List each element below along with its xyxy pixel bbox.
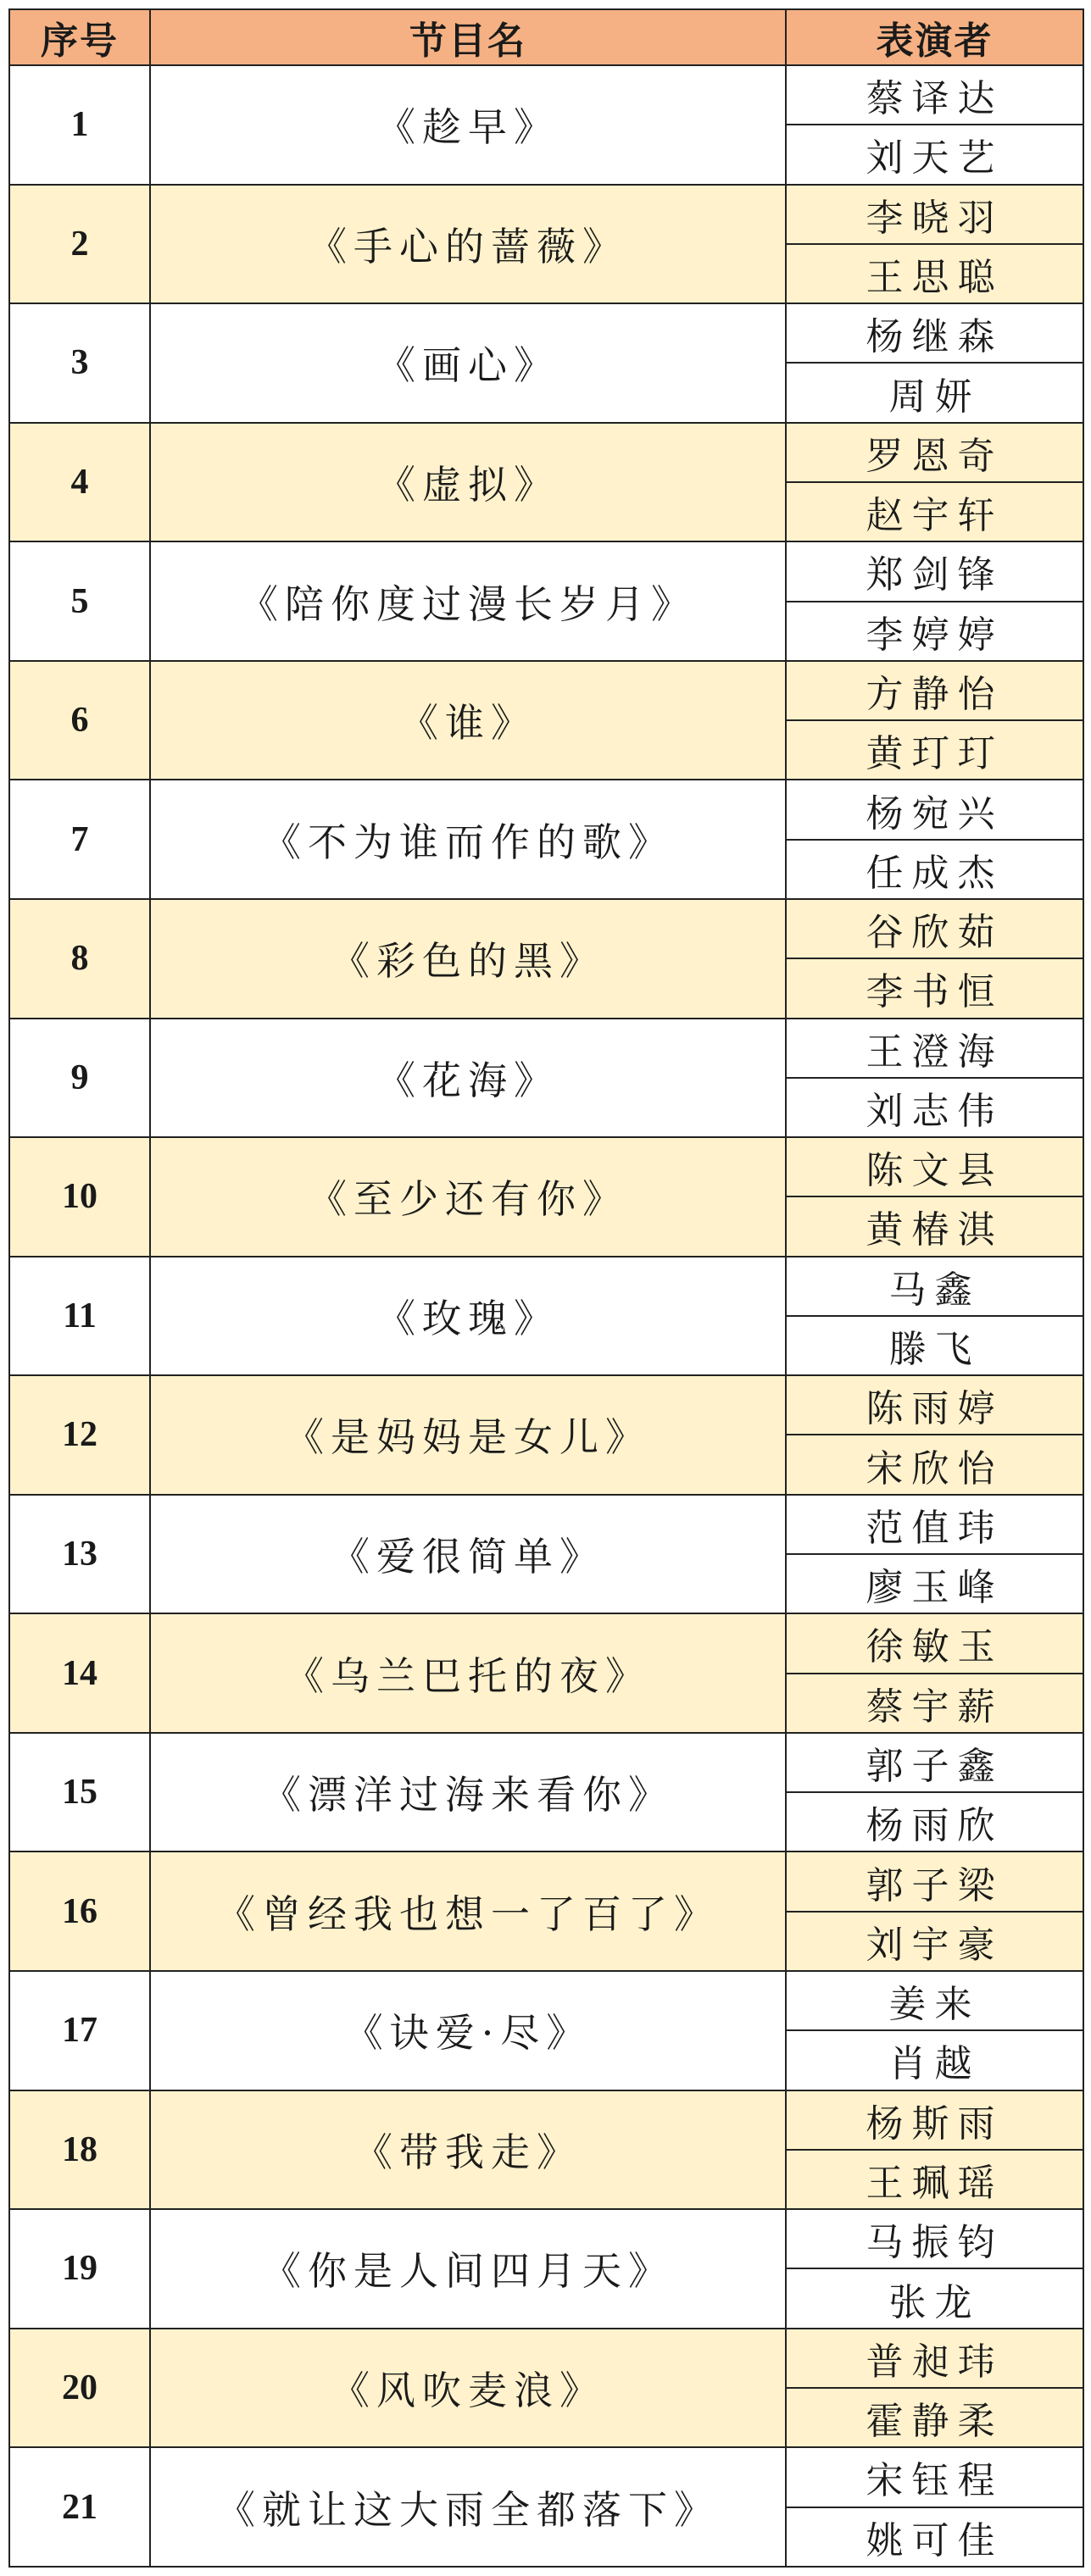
program-title: 《玫瑰》: [150, 1257, 786, 1376]
program-title: 《曾经我也想一了百了》: [150, 1852, 786, 1971]
performer-name: 周妍: [786, 363, 1083, 422]
performer-name: 张龙: [786, 2268, 1083, 2328]
program-number: 15: [9, 1733, 150, 1852]
program-number: 5: [9, 541, 150, 661]
program-row: [9, 541, 1083, 601]
program-row: [9, 2329, 1083, 2388]
program-title: 《至少还有你》: [150, 1137, 786, 1257]
program-row: [9, 1137, 1083, 1196]
program-number: 2: [9, 185, 150, 304]
program-row: [9, 1257, 1083, 1316]
performer-name: 谷欣茹: [786, 899, 1083, 958]
performer-name: 陈雨婷: [786, 1375, 1083, 1435]
performer-name: 肖越: [786, 2030, 1083, 2090]
performer-name: 黄椿淇: [786, 1196, 1083, 1256]
program-row: [9, 1495, 1083, 1554]
program-number: 3: [9, 303, 150, 423]
program-title: 《趁早》: [150, 65, 786, 185]
performer-name: 郑剑锋: [786, 541, 1083, 601]
program-row: [9, 423, 1083, 482]
program-title: 《就让这大雨全都落下》: [150, 2447, 786, 2567]
program-row: [9, 2447, 1083, 2507]
program-number: 17: [9, 1971, 150, 2090]
performer-name: 宋钰程: [786, 2447, 1083, 2507]
program-title: 《花海》: [150, 1019, 786, 1138]
program-title: 《带我走》: [150, 2090, 786, 2210]
program-number: 21: [9, 2447, 150, 2567]
performer-name: 郭子梁: [786, 1852, 1083, 1911]
program-number: 19: [9, 2209, 150, 2329]
program-title: 《彩色的黑》: [150, 899, 786, 1019]
performer-name: 范值玮: [786, 1495, 1083, 1554]
header-row: [9, 9, 1083, 65]
program-title: 《不为谁而作的歌》: [150, 780, 786, 899]
performer-name: 杨宛兴: [786, 780, 1083, 839]
program-title: 《漂洋过海来看你》: [150, 1733, 786, 1852]
program-row: [9, 780, 1083, 839]
program-row: [9, 1733, 1083, 1792]
performer-name: 刘天艺: [786, 125, 1083, 184]
performer-name: 郭子鑫: [786, 1733, 1083, 1792]
performer-name: 蔡宇薪: [786, 1674, 1083, 1733]
header-performers: 表演者: [786, 9, 1083, 65]
performer-name: 姚可佳: [786, 2507, 1083, 2567]
program-row: [9, 1852, 1083, 1911]
program-title: 《风吹麦浪》: [150, 2329, 786, 2448]
performer-name: 廖玉峰: [786, 1554, 1083, 1613]
performer-name: 姜来: [786, 1971, 1083, 2030]
program-title: 《爱很简单》: [150, 1495, 786, 1614]
performer-name: 马振钧: [786, 2209, 1083, 2268]
performer-name: 杨斯雨: [786, 2090, 1083, 2150]
performer-name: 王思聪: [786, 244, 1083, 303]
performer-name: 杨雨欣: [786, 1792, 1083, 1852]
performer-name: 任成杰: [786, 840, 1083, 899]
program-row: [9, 661, 1083, 720]
program-number: 11: [9, 1257, 150, 1376]
program-title: 《乌兰巴托的夜》: [150, 1613, 786, 1733]
performer-name: 徐敏玉: [786, 1613, 1083, 1673]
program-title: 《虚拟》: [150, 423, 786, 542]
performer-name: 李晓羽: [786, 185, 1083, 244]
program-number: 1: [9, 65, 150, 185]
header-no: 序号: [9, 9, 150, 65]
header-title: 节目名: [150, 9, 786, 65]
performer-name: 刘宇豪: [786, 1912, 1083, 1971]
performer-name: 马鑫: [786, 1257, 1083, 1316]
program-row: [9, 2090, 1083, 2150]
program-number: 7: [9, 780, 150, 899]
performer-name: 罗恩奇: [786, 423, 1083, 482]
program-row: [9, 185, 1083, 244]
performer-name: 蔡译达: [786, 65, 1083, 125]
program-number: 10: [9, 1137, 150, 1257]
performer-name: 宋欣怡: [786, 1435, 1083, 1494]
performer-name: 王澄海: [786, 1019, 1083, 1078]
program-number: 4: [9, 423, 150, 542]
program-title: 《你是人间四月天》: [150, 2209, 786, 2329]
performer-name: 刘志伟: [786, 1078, 1083, 1137]
program-table: [8, 8, 1084, 2568]
program-list: [9, 65, 1083, 2567]
performer-name: 赵宇轩: [786, 482, 1083, 541]
performer-name: 方静怡: [786, 661, 1083, 720]
program-number: 8: [9, 899, 150, 1019]
program-number: 16: [9, 1852, 150, 1971]
performer-name: 黄玎玎: [786, 720, 1083, 780]
program-title: 《画心》: [150, 303, 786, 423]
performer-name: 杨继森: [786, 303, 1083, 363]
program-row: [9, 65, 1083, 125]
program-title: 《陪你度过漫长岁月》: [150, 541, 786, 661]
performer-name: 王珮瑶: [786, 2150, 1083, 2209]
program-title: 《手心的蔷薇》: [150, 185, 786, 304]
program-number: 6: [9, 661, 150, 780]
program-row: [9, 1375, 1083, 1435]
program-row: [9, 2209, 1083, 2268]
performer-name: 李书恒: [786, 958, 1083, 1018]
performer-name: 陈文县: [786, 1137, 1083, 1196]
performer-name: 普昶玮: [786, 2329, 1083, 2388]
program-number: 14: [9, 1613, 150, 1733]
program-title: 《诀爱·尽》: [150, 1971, 786, 2090]
program-row: [9, 303, 1083, 363]
program-row: [9, 1613, 1083, 1673]
performer-name: 滕飞: [786, 1316, 1083, 1375]
program-number: 12: [9, 1375, 150, 1495]
program-number: 9: [9, 1019, 150, 1138]
program-number: 13: [9, 1495, 150, 1614]
performer-name: 李婷婷: [786, 602, 1083, 661]
program-row: [9, 1019, 1083, 1078]
program-row: [9, 1971, 1083, 2030]
program-number: 18: [9, 2090, 150, 2210]
program-title: 《谁》: [150, 661, 786, 780]
program-row: [9, 899, 1083, 958]
performer-name: 霍静柔: [786, 2388, 1083, 2447]
program-title: 《是妈妈是女儿》: [150, 1375, 786, 1495]
program-number: 20: [9, 2329, 150, 2448]
